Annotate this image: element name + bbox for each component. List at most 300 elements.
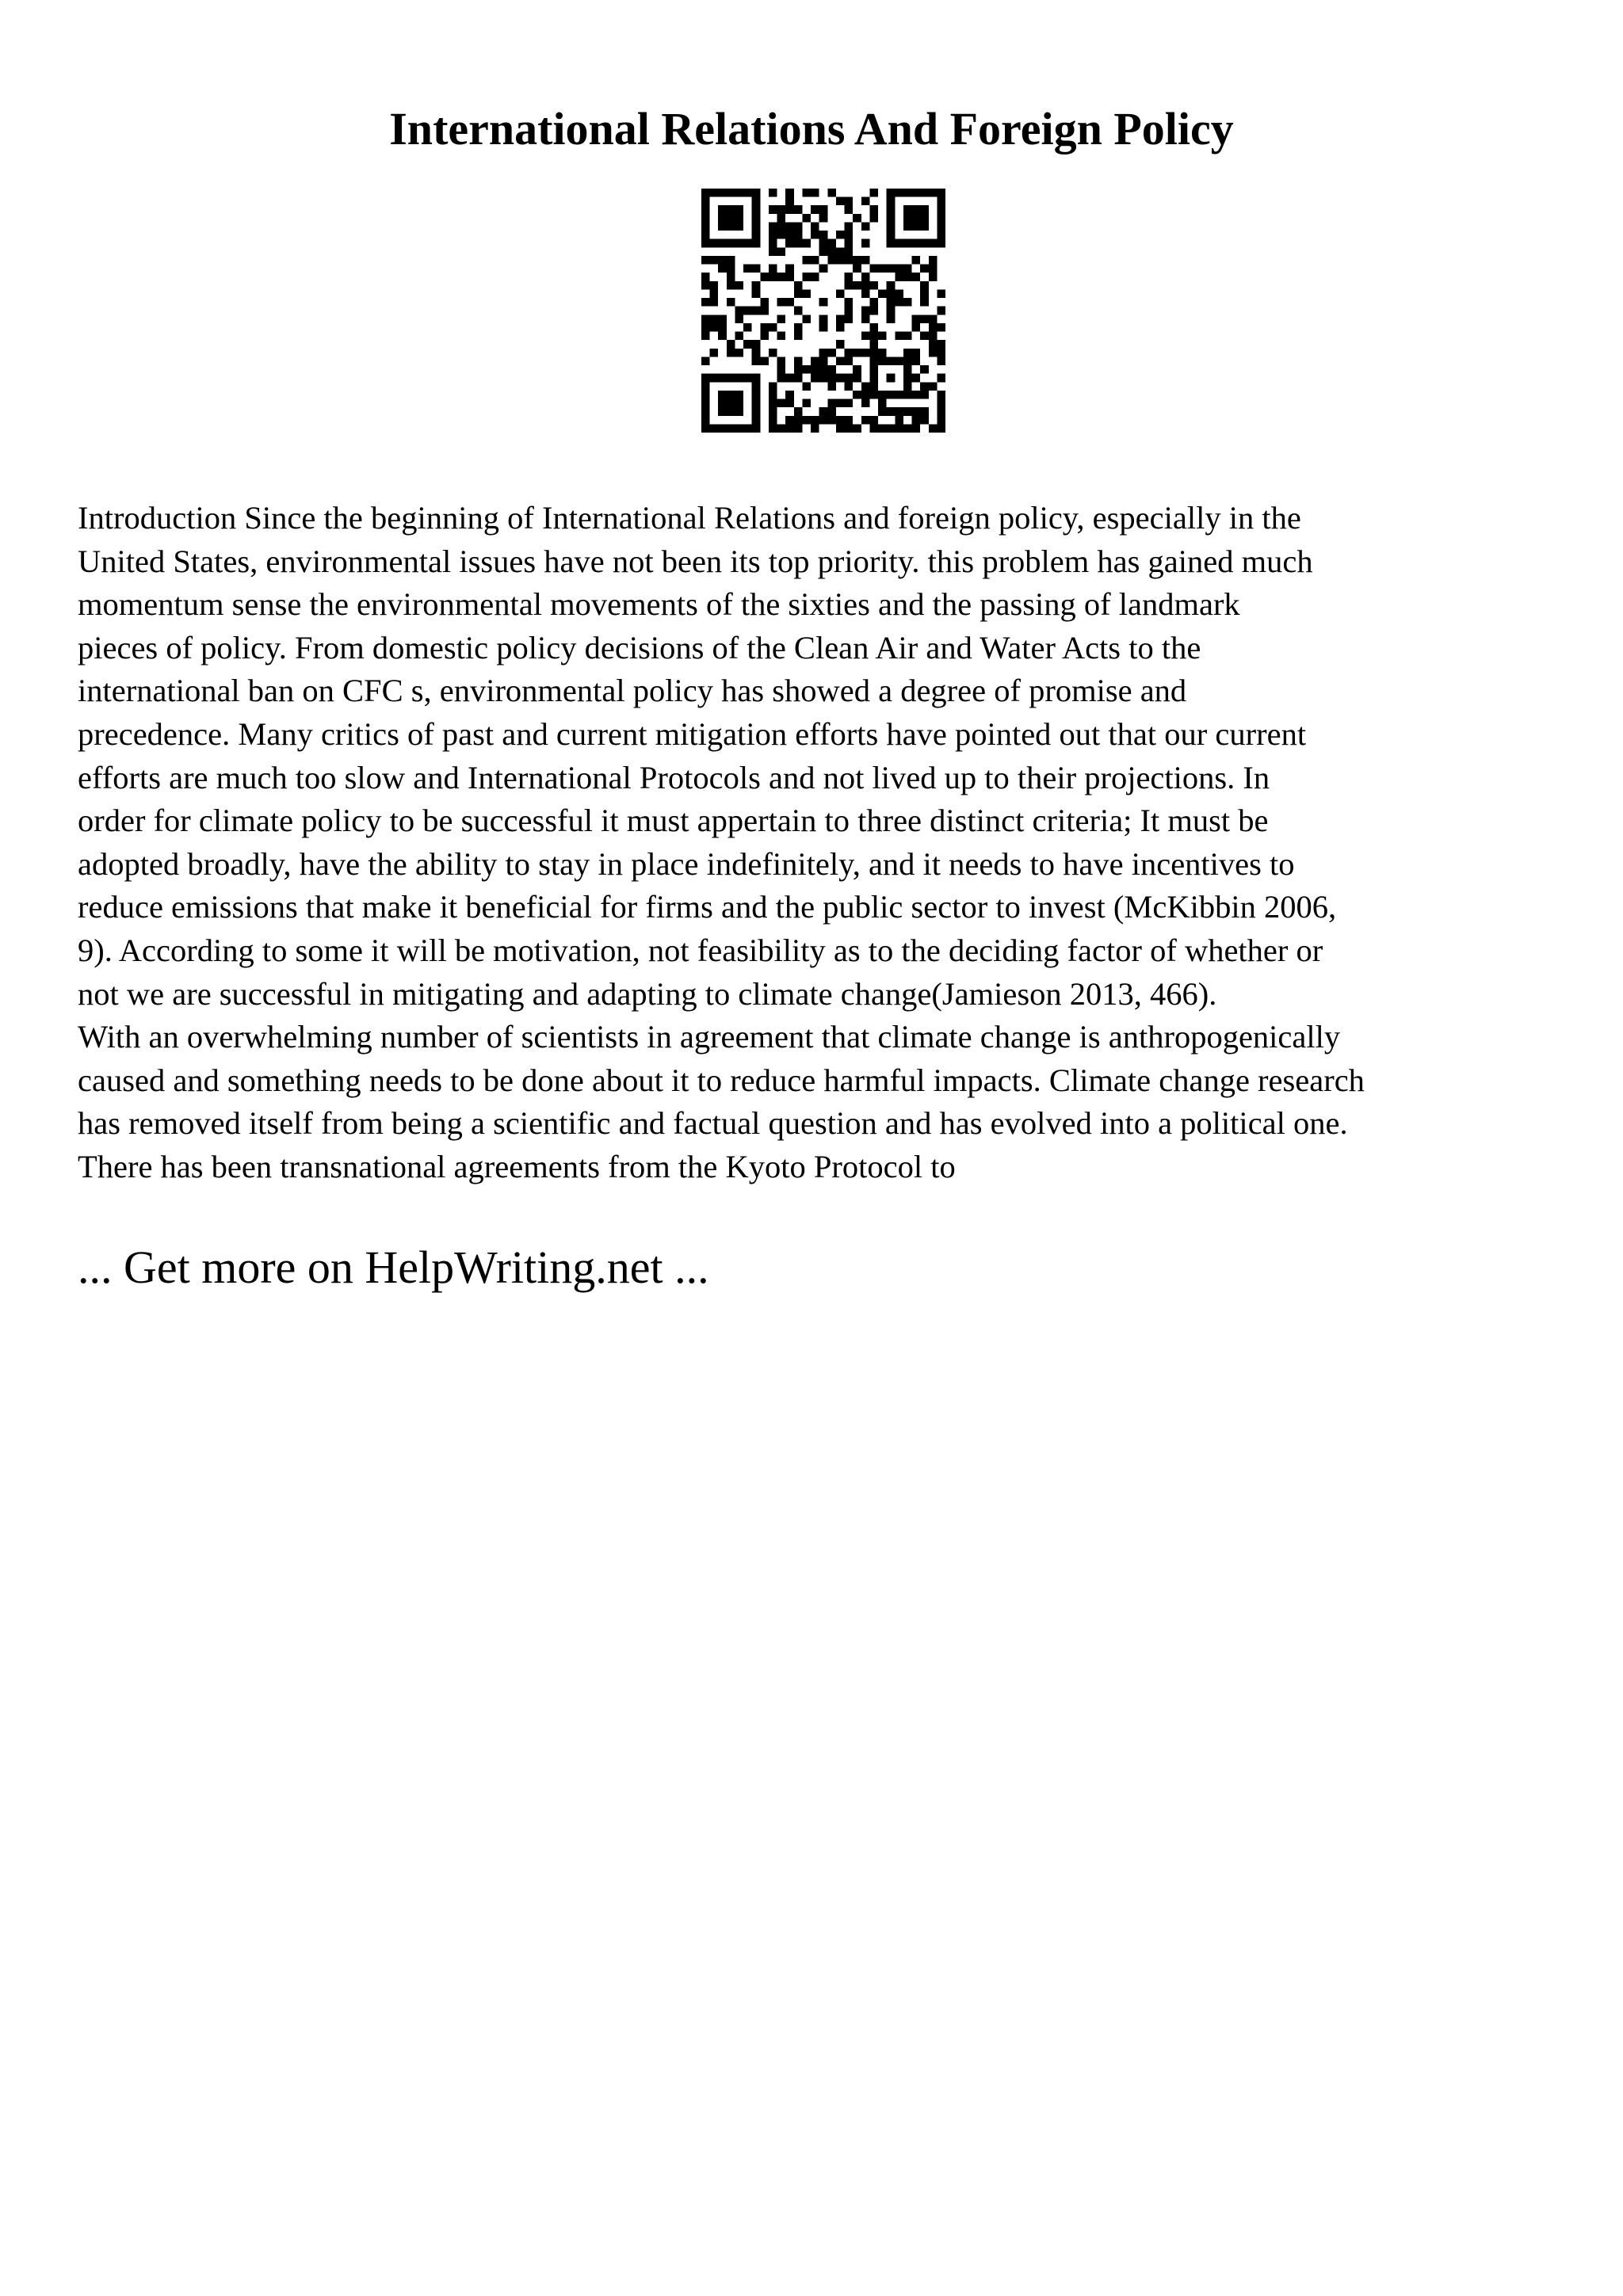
qr-module xyxy=(887,289,896,298)
qr-module xyxy=(769,247,777,256)
qr-module xyxy=(777,273,786,281)
qr-module xyxy=(937,399,945,408)
qr-module xyxy=(752,382,761,391)
qr-module xyxy=(912,189,921,197)
qr-module xyxy=(802,239,811,248)
qr-module xyxy=(920,416,929,425)
qr-module xyxy=(743,239,752,248)
qr-module xyxy=(752,416,761,425)
qr-module xyxy=(845,416,854,425)
qr-module xyxy=(836,231,845,239)
qr-module xyxy=(937,197,945,206)
qr-module xyxy=(937,231,945,239)
document-title: International Relations And Foreign Policy xyxy=(389,103,1234,154)
qr-module xyxy=(920,315,929,323)
text-line: precedence. Many critics of past and current mitigation efforts have pointed out that our current xyxy=(78,715,1307,752)
qr-module xyxy=(760,323,769,332)
qr-module xyxy=(718,189,727,197)
qr-module xyxy=(743,374,752,383)
body-paragraph xyxy=(78,497,1568,1189)
qr-module xyxy=(735,281,743,290)
qr-module xyxy=(794,231,803,239)
qr-module xyxy=(819,374,828,383)
qr-module xyxy=(718,205,727,214)
qr-module xyxy=(811,374,819,383)
qr-module xyxy=(819,349,828,357)
qr-module xyxy=(853,214,861,223)
qr-module xyxy=(794,374,803,383)
qr-module xyxy=(785,197,794,206)
qr-module xyxy=(785,424,794,433)
qr-module xyxy=(827,399,836,408)
qr-module xyxy=(920,214,929,223)
qr-module xyxy=(920,265,929,273)
qr-module xyxy=(811,189,819,197)
qr-module xyxy=(853,424,861,433)
qr-module xyxy=(912,239,921,248)
qr-module xyxy=(710,374,719,383)
qr-module xyxy=(912,407,921,416)
qr-module xyxy=(777,365,786,374)
qr-module xyxy=(920,298,929,307)
qr-module xyxy=(735,315,743,323)
text-line: reduce emissions that make it beneficial for firms and the public sector to invest (McKibbin 2006, xyxy=(78,889,1337,925)
qr-module xyxy=(878,289,887,298)
qr-module xyxy=(903,214,912,223)
qr-module xyxy=(827,416,836,425)
qr-module xyxy=(802,416,811,425)
qr-module xyxy=(861,315,870,323)
qr-module xyxy=(920,391,929,399)
qr-module xyxy=(827,256,836,265)
qr-module xyxy=(819,205,828,214)
qr-module xyxy=(794,424,803,433)
qr-module xyxy=(903,239,912,248)
qr-module xyxy=(836,340,845,349)
qr-module xyxy=(819,214,828,223)
qr-module xyxy=(811,256,819,265)
qr-module xyxy=(845,424,854,433)
qr-module xyxy=(903,424,912,433)
qr-module xyxy=(811,222,819,231)
qr-module xyxy=(769,222,777,231)
qr-module xyxy=(929,332,938,341)
qr-module xyxy=(819,416,828,425)
qr-module xyxy=(845,281,854,290)
qr-module xyxy=(887,189,896,197)
qr-module xyxy=(701,281,710,290)
qr-module xyxy=(937,307,945,315)
text-line: has removed itself from being a scientific and factual question and has evolved into a political one. xyxy=(78,1105,1348,1142)
qr-module xyxy=(727,222,735,231)
qr-module xyxy=(887,424,896,433)
qr-module xyxy=(752,197,761,206)
qr-module xyxy=(710,256,719,265)
qr-module xyxy=(760,298,769,307)
qr-module xyxy=(819,315,828,323)
qr-module xyxy=(912,323,921,332)
qr-module xyxy=(777,374,786,383)
qr-module xyxy=(853,349,861,357)
qr-module xyxy=(701,205,710,214)
qr-module xyxy=(929,323,938,332)
qr-module xyxy=(701,256,710,265)
qr-module xyxy=(937,239,945,248)
qr-module xyxy=(718,399,727,408)
qr-module xyxy=(853,265,861,273)
qr-module xyxy=(912,424,921,433)
qr-module xyxy=(845,399,854,408)
qr-module xyxy=(845,231,854,239)
qr-module xyxy=(785,416,794,425)
qr-module xyxy=(878,332,887,341)
qr-module xyxy=(735,239,743,248)
qr-module xyxy=(861,197,870,206)
qr-module xyxy=(937,374,945,383)
qr-module xyxy=(887,197,896,206)
qr-module xyxy=(845,382,854,391)
qr-module xyxy=(710,323,719,332)
qr-module xyxy=(861,382,870,391)
qr-module xyxy=(819,247,828,256)
qr-module xyxy=(794,205,803,214)
qr-module xyxy=(869,189,878,197)
qr-module xyxy=(735,399,743,408)
qr-module xyxy=(727,349,735,357)
qr-module xyxy=(811,357,819,365)
qr-module xyxy=(903,273,912,281)
qr-module xyxy=(802,189,811,197)
qr-module xyxy=(794,289,803,298)
qr-module xyxy=(819,265,828,273)
qr-module xyxy=(937,407,945,416)
qr-module xyxy=(727,273,735,281)
qr-module xyxy=(769,382,777,391)
qr-module xyxy=(887,391,896,399)
qr-module xyxy=(777,424,786,433)
qr-module xyxy=(769,205,777,214)
qr-module xyxy=(802,365,811,374)
qr-module xyxy=(701,214,710,223)
qr-module xyxy=(912,315,921,323)
qr-module xyxy=(836,323,845,332)
qr-module xyxy=(752,424,761,433)
qr-module xyxy=(752,391,761,399)
qr-module xyxy=(743,265,752,273)
qr-module xyxy=(777,298,786,307)
qr-module xyxy=(701,298,710,307)
qr-module xyxy=(878,349,887,357)
qr-module xyxy=(845,357,854,365)
qr-module xyxy=(887,307,896,315)
qr-module xyxy=(887,222,896,231)
qr-module xyxy=(794,323,803,332)
qr-module xyxy=(869,205,878,214)
qr-module xyxy=(777,214,786,223)
qr-module xyxy=(895,424,903,433)
get-more-link[interactable]: ... Get more on HelpWriting.net ... xyxy=(78,1241,709,1293)
qr-module xyxy=(760,332,769,341)
qr-module xyxy=(735,407,743,416)
qr-module xyxy=(769,407,777,416)
qr-module xyxy=(785,399,794,408)
qr-module xyxy=(802,273,811,281)
qr-module xyxy=(937,424,945,433)
qr-module xyxy=(769,273,777,281)
qr-module xyxy=(912,222,921,231)
qr-module xyxy=(845,273,854,281)
qr-module xyxy=(701,315,710,323)
qr-module xyxy=(819,365,828,374)
qr-module xyxy=(903,382,912,391)
qr-module xyxy=(811,424,819,433)
qr-module xyxy=(912,391,921,399)
qr-module xyxy=(727,214,735,223)
qr-module xyxy=(718,374,727,383)
qr-module xyxy=(887,214,896,223)
qr-module xyxy=(701,374,710,383)
qr-module xyxy=(794,416,803,425)
qr-module xyxy=(920,382,929,391)
qr-module xyxy=(811,231,819,239)
qr-module xyxy=(769,239,777,248)
qr-module xyxy=(735,374,743,383)
qr-module xyxy=(819,357,828,365)
qr-module xyxy=(710,189,719,197)
qr-module xyxy=(937,189,945,197)
qr-module xyxy=(920,222,929,231)
qr-module xyxy=(836,416,845,425)
qr-module xyxy=(752,374,761,383)
qr-module xyxy=(869,374,878,383)
qr-module xyxy=(903,357,912,365)
qr-module xyxy=(836,374,845,383)
qr-module xyxy=(794,332,803,341)
qr-module xyxy=(752,231,761,239)
qr-module xyxy=(920,205,929,214)
qr-module xyxy=(903,222,912,231)
text-line: momentum sense the environmental movements of the sixties and the passing of landmark xyxy=(78,586,1240,623)
qr-module xyxy=(769,424,777,433)
qr-module xyxy=(802,399,811,408)
text-line: United States, environmental issues have not been its top priority. this problem has gained much xyxy=(78,543,1313,579)
qr-module xyxy=(895,357,903,365)
qr-module xyxy=(937,340,945,349)
qr-module xyxy=(718,239,727,248)
qr-module xyxy=(929,256,938,265)
qr-module xyxy=(794,365,803,374)
qr-module xyxy=(869,365,878,374)
qr-module xyxy=(777,231,786,239)
qr-module xyxy=(802,382,811,391)
qr-module xyxy=(727,189,735,197)
qr-module xyxy=(727,298,735,307)
qr-module xyxy=(752,214,761,223)
qr-module xyxy=(727,256,735,265)
qr-module xyxy=(785,239,794,248)
qr-module xyxy=(718,332,727,341)
qr-module xyxy=(701,239,710,248)
qr-module xyxy=(869,298,878,307)
qr-module xyxy=(785,265,794,273)
qr-module xyxy=(861,332,870,341)
qr-module xyxy=(861,273,870,281)
qr-module xyxy=(920,332,929,341)
qr-module xyxy=(701,399,710,408)
qr-module xyxy=(718,265,727,273)
qr-module xyxy=(769,399,777,408)
qr-module xyxy=(878,357,887,365)
qr-module xyxy=(802,289,811,298)
qr-module xyxy=(903,374,912,383)
qr-module xyxy=(937,416,945,425)
qr-module xyxy=(887,239,896,248)
qr-module xyxy=(701,323,710,332)
qr-module xyxy=(819,407,828,416)
qr-module xyxy=(769,349,777,357)
qr-module xyxy=(743,307,752,315)
qr-module xyxy=(920,365,929,374)
qr-module xyxy=(937,323,945,332)
qr-module xyxy=(895,239,903,248)
qr-module xyxy=(752,222,761,231)
qr-module xyxy=(869,424,878,433)
qr-module xyxy=(701,231,710,239)
qr-module xyxy=(760,307,769,315)
qr-module xyxy=(752,357,761,365)
qr-module xyxy=(769,391,777,399)
qr-module xyxy=(727,391,735,399)
qr-module xyxy=(861,289,870,298)
qr-module xyxy=(929,273,938,281)
qr-module xyxy=(727,399,735,408)
qr-module xyxy=(861,222,870,231)
qr-module xyxy=(836,357,845,365)
qr-module xyxy=(920,189,929,197)
qr-module xyxy=(869,332,878,341)
qr-module xyxy=(887,265,896,273)
qr-module xyxy=(845,239,854,248)
qr-module xyxy=(912,374,921,383)
qr-module xyxy=(903,298,912,307)
qr-module xyxy=(701,357,710,365)
qr-module xyxy=(920,239,929,248)
qr-module xyxy=(727,205,735,214)
qr-module xyxy=(827,239,836,248)
qr-module xyxy=(836,256,845,265)
qr-module xyxy=(903,407,912,416)
qr-module xyxy=(869,340,878,349)
qr-module xyxy=(710,315,719,323)
qr-module xyxy=(769,416,777,425)
text-line: With an overwhelming number of scientists in agreement that climate change is anthropogenically xyxy=(78,1019,1341,1055)
qr-module xyxy=(794,281,803,290)
qr-module xyxy=(752,189,761,197)
qr-module xyxy=(887,357,896,365)
qr-module xyxy=(752,205,761,214)
qr-module xyxy=(869,307,878,315)
qr-module xyxy=(903,205,912,214)
qr-module xyxy=(912,214,921,223)
qr-module xyxy=(735,424,743,433)
qr-module xyxy=(836,424,845,433)
qr-module xyxy=(802,214,811,223)
qr-module xyxy=(937,357,945,365)
qr-module xyxy=(878,407,887,416)
qr-module xyxy=(895,273,903,281)
qr-module xyxy=(811,416,819,425)
qr-module xyxy=(701,407,710,416)
qr-module xyxy=(735,214,743,223)
qr-module xyxy=(752,239,761,248)
qr-module xyxy=(912,416,921,425)
qr-module xyxy=(912,357,921,365)
qr-module xyxy=(929,349,938,357)
qr-module xyxy=(861,349,870,357)
qr-module xyxy=(811,365,819,374)
qr-module xyxy=(794,239,803,248)
qr-module xyxy=(861,239,870,248)
qr-module xyxy=(777,357,786,365)
qr-module xyxy=(785,205,794,214)
qr-module xyxy=(777,399,786,408)
qr-module xyxy=(845,197,854,206)
text-line: efforts are much too slow and International Protocols and not lived up to their projections. In xyxy=(78,759,1270,795)
qr-module xyxy=(853,365,861,374)
qr-module xyxy=(794,357,803,365)
qr-module xyxy=(895,332,903,341)
qr-module xyxy=(845,374,854,383)
qr-module xyxy=(845,205,854,214)
qr-module xyxy=(836,197,845,206)
qr-module xyxy=(785,222,794,231)
qr-module xyxy=(836,247,845,256)
qr-module xyxy=(785,391,794,399)
qr-module xyxy=(895,416,903,425)
qr-module xyxy=(887,281,896,290)
qr-module xyxy=(861,399,870,408)
qr-module xyxy=(869,382,878,391)
qr-module xyxy=(777,315,786,323)
qr-module xyxy=(912,273,921,281)
qr-module xyxy=(903,189,912,197)
qr-module xyxy=(727,265,735,273)
qr-module xyxy=(794,307,803,315)
qr-module xyxy=(920,281,929,290)
qr-module xyxy=(861,256,870,265)
qr-code-icon xyxy=(701,189,945,433)
qr-module xyxy=(701,391,710,399)
qr-module xyxy=(710,289,719,298)
qr-module xyxy=(869,281,878,290)
qr-module xyxy=(735,349,743,357)
qr-module xyxy=(845,315,854,323)
qr-module xyxy=(735,222,743,231)
qr-module xyxy=(794,222,803,231)
qr-module xyxy=(853,256,861,265)
qr-module xyxy=(895,407,903,416)
qr-module xyxy=(903,391,912,399)
qr-module xyxy=(861,307,870,315)
qr-module xyxy=(769,265,777,273)
qr-module xyxy=(929,382,938,391)
qr-module xyxy=(912,256,921,265)
qr-module xyxy=(819,323,828,332)
qr-module xyxy=(701,189,710,197)
qr-module xyxy=(845,247,854,256)
qr-module xyxy=(718,407,727,416)
qr-module xyxy=(920,289,929,298)
